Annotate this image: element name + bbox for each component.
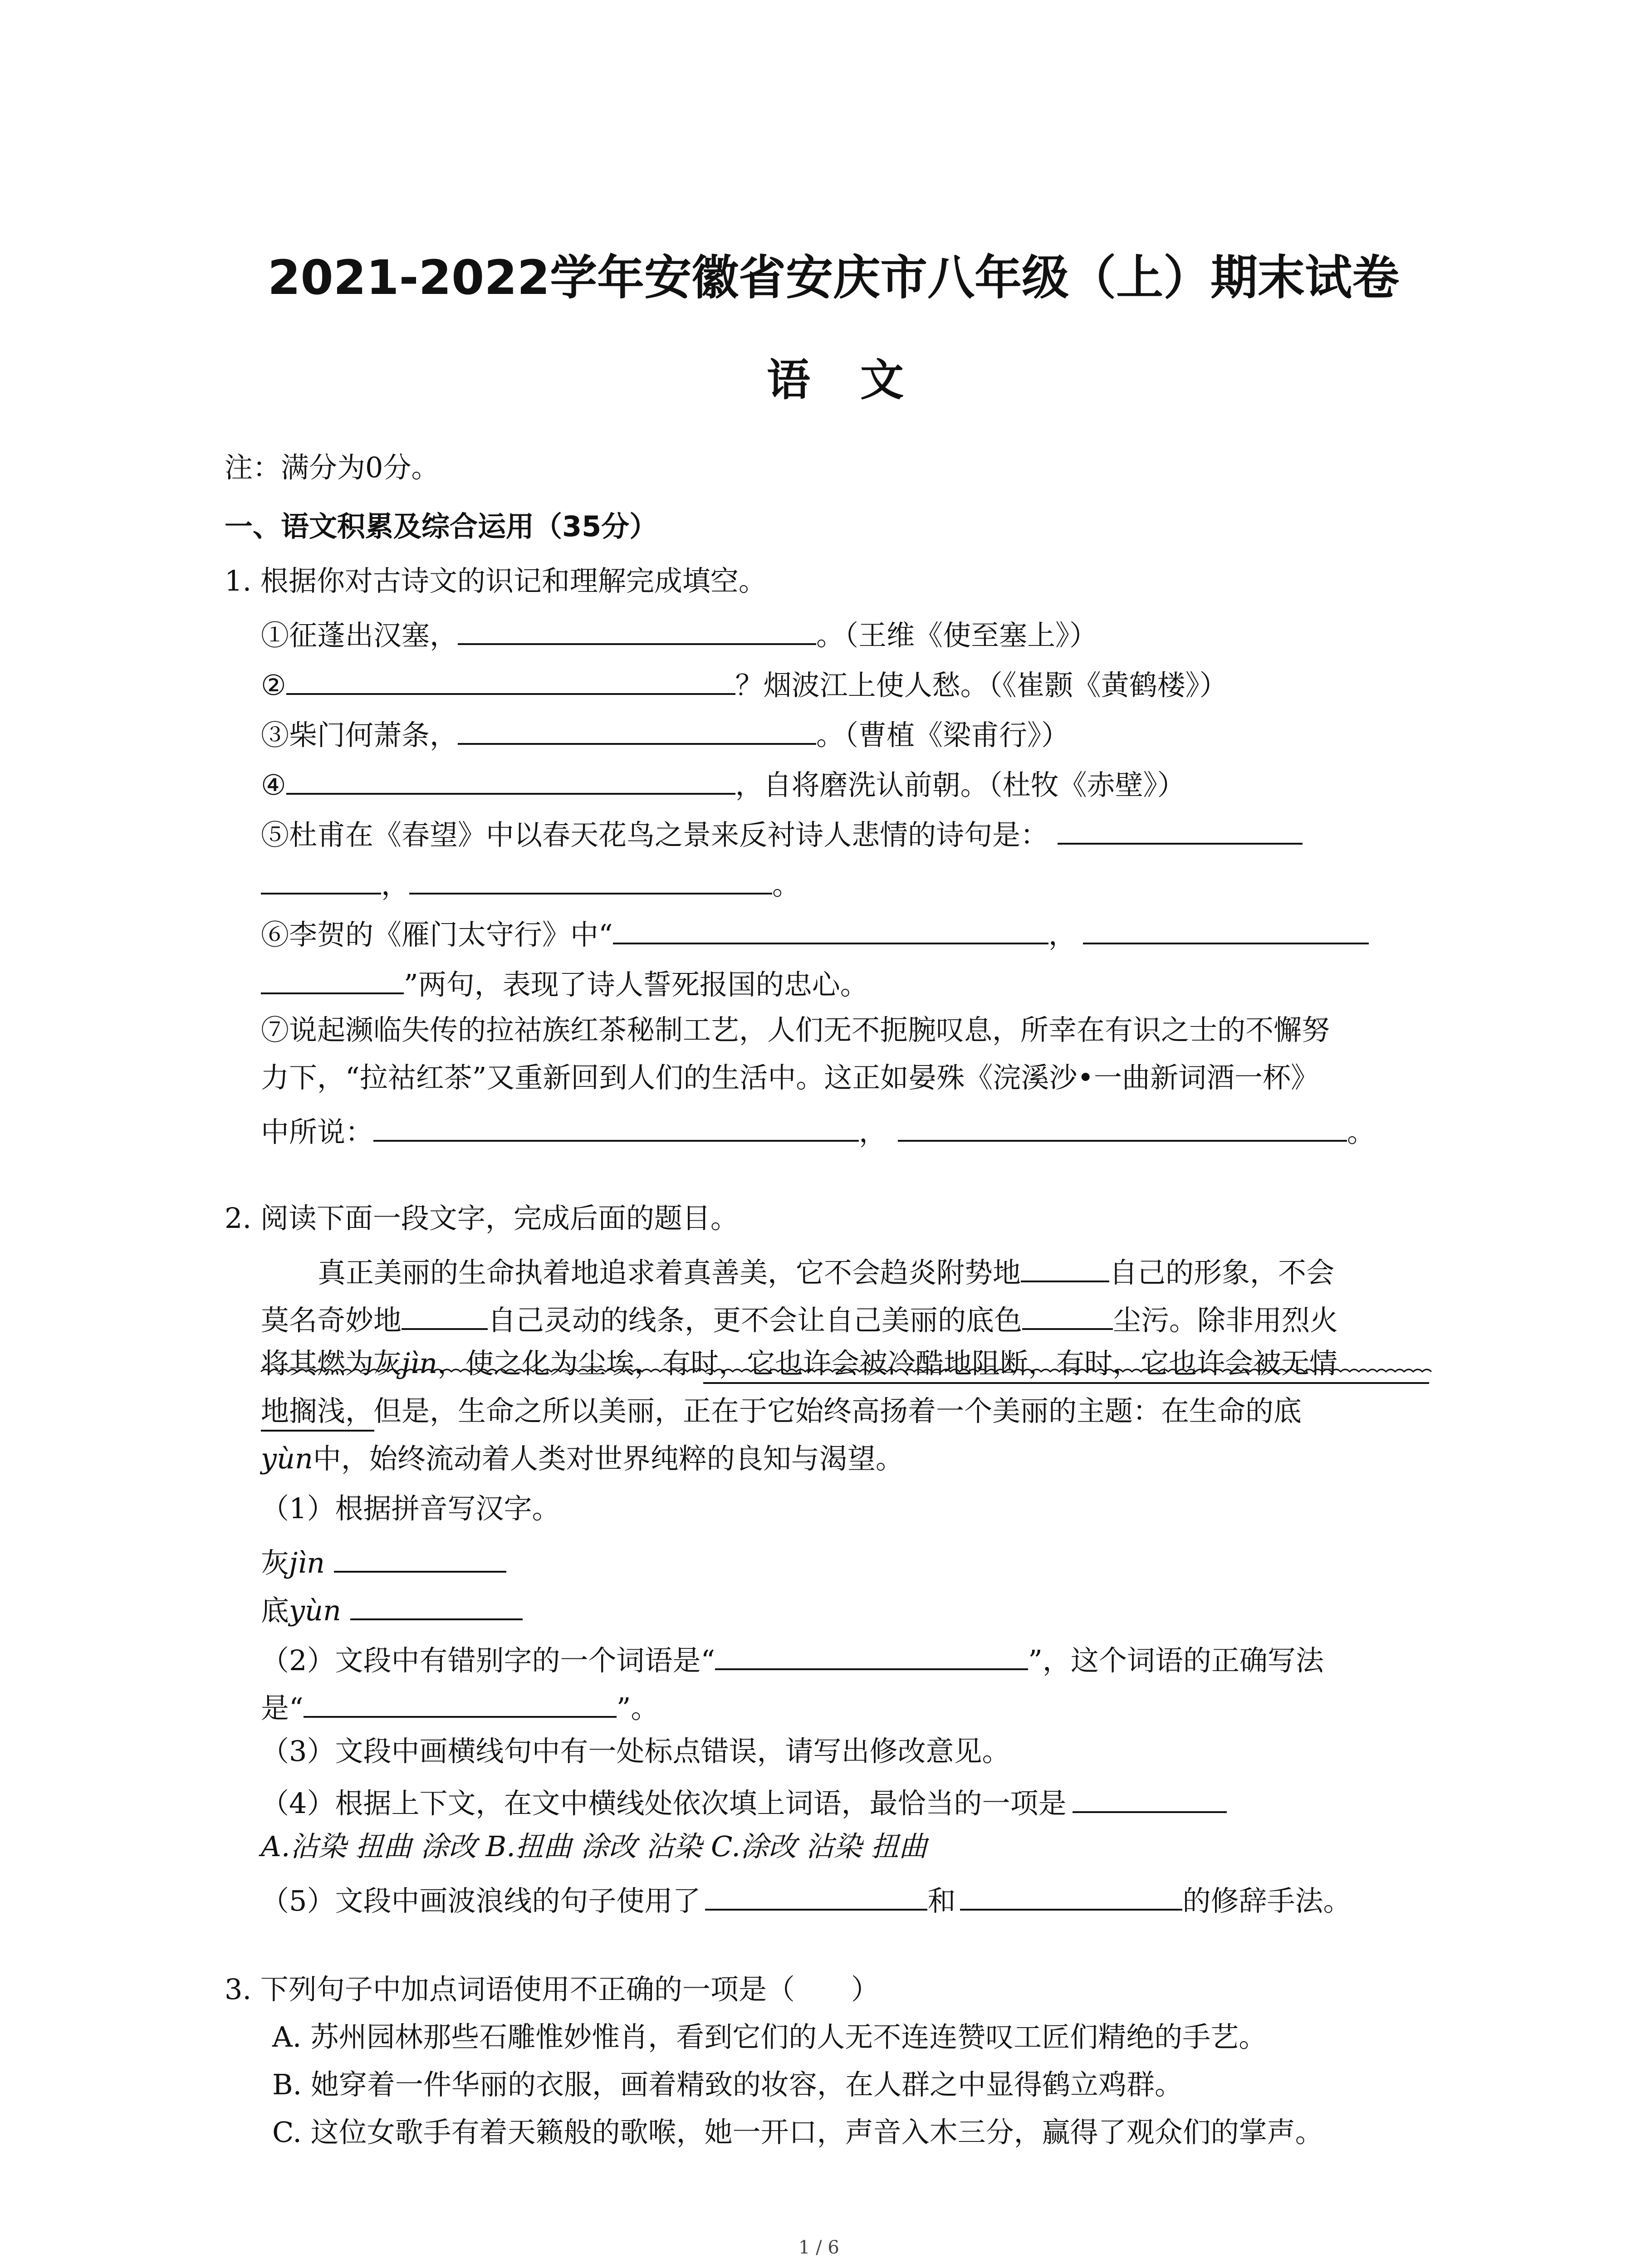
- q2-sub-4-options: A.沾染 扭曲 涂改 B.扭曲 涂改 沾染 C.涂改 沾染 扭曲: [261, 1830, 927, 1863]
- q2-sub-5-text: 的修辞手法。: [1182, 1884, 1352, 1917]
- q3-option-a[interactable]: A. 苏州园林那些石雕惟妙惟肖，看到它们的人无不连连赞叹工匠们精绝的手艺。: [272, 2020, 1267, 2053]
- q2-sub-4: [261, 1785, 1227, 1818]
- q1-item-3: [261, 717, 1070, 752]
- q1-item-7-line3: [261, 1114, 1376, 1149]
- q1-item-3-text: ③柴门何萧条，: [261, 719, 458, 752]
- q3-option-c[interactable]: C. 这位女歌手有着天籁般的歌喉，她一开口，声音入木三分，赢得了观众们的掌声。: [272, 2116, 1323, 2149]
- q1-item-1-source: 。（王维《使至塞上》）: [816, 619, 1098, 652]
- passage-text: 尘污。除非用烈火: [1113, 1304, 1338, 1337]
- answer-blank[interactable]: [613, 916, 1048, 944]
- passage-text: 但是，生命之所以美丽，正在于它始终高扬着一个美丽的主题：在生命的底: [373, 1394, 1302, 1427]
- wavy-underline-path: [261, 1369, 1431, 1372]
- q2-sub-5-text: （5）文段中画波浪线的句子使用了: [261, 1884, 701, 1917]
- q1-item-2: [261, 667, 1228, 702]
- answer-blank[interactable]: [286, 667, 735, 695]
- sentence-underline: [703, 1382, 1429, 1384]
- answer-blank[interactable]: [373, 1114, 859, 1142]
- sentence-underline: [261, 1430, 374, 1432]
- section-heading: 一、语文积累及综合运用（35分）: [225, 510, 658, 543]
- q3-option-b[interactable]: B. 她穿着一件华丽的衣服，画着精致的妆容，在人群之中显得鹤立鸡群。: [272, 2068, 1183, 2101]
- exam-title: 2021-2022学年安徽省安庆市八年级（上）期末试卷: [268, 250, 1400, 305]
- q2-sub-2-text: 是“: [261, 1691, 304, 1725]
- passage-text: 自己灵动的线条，更不会让自己美丽的底色: [488, 1304, 1023, 1337]
- q1-item-6-line1: [261, 916, 1369, 949]
- answer-blank[interactable]: [458, 617, 816, 645]
- pinyin-jin: jìn: [289, 1546, 325, 1579]
- q1-item-2-text: ②: [261, 669, 286, 702]
- answer-blank[interactable]: [261, 866, 381, 894]
- question-2-stem: 2. 阅读下面一段文字，完成后面的题目。: [225, 1202, 739, 1235]
- q1-item-4-source: ，自将磨洗认前朝。（杜牧《赤壁》）: [735, 768, 1185, 802]
- question-3-stem: 3. 下列句子中加点词语使用不正确的一项是（ ）: [225, 1973, 879, 2006]
- answer-blank[interactable]: [705, 1882, 927, 1911]
- answer-blank[interactable]: [261, 966, 404, 994]
- q1-item-4: [261, 767, 1185, 802]
- underlined-sentence: 有时，它也许会被冷酷地阻断，有时，它也许会被无情: [662, 1347, 1338, 1380]
- char-di: 底: [261, 1594, 289, 1627]
- answer-blank[interactable]: [1058, 816, 1303, 845]
- pinyin-yun: yùn: [289, 1594, 341, 1627]
- answer-blank[interactable]: [304, 1690, 617, 1718]
- q1-item-5-text: ⑤杜甫在《春望》中以春天花鸟之景来反衬诗人悲情的诗句是：: [261, 818, 1049, 851]
- q1-item-3-source: 。（曹植《梁甫行》）: [816, 719, 1070, 752]
- period: 。: [772, 868, 801, 901]
- q1-item-1: [261, 617, 1097, 650]
- q1-item-5-line2: [261, 866, 800, 899]
- subject-title: 语文: [767, 355, 954, 406]
- q2-sub-2-line2: [261, 1690, 659, 1725]
- passage-line-1: [318, 1254, 1334, 1287]
- q2-sub-3: （3）文段中画横线句中有一处标点错误，请写出修改意见。: [261, 1735, 1010, 1768]
- q1-item-5-line1: [261, 816, 1303, 849]
- q1-item-7-line2: 力下，“拉祜红茶”又重新回到人们的生活中。这正如晏殊《浣溪沙•一曲新词酒一杯》: [261, 1061, 1319, 1094]
- q2-sub-2-text: （2）文段中有错别字的一个词语是“: [261, 1644, 715, 1677]
- pinyin-yun: yùn: [261, 1442, 313, 1475]
- answer-blank[interactable]: [334, 1545, 506, 1573]
- answer-blank[interactable]: [409, 866, 772, 894]
- pinyin-jin: jìn: [402, 1347, 437, 1380]
- passage-line-4: [261, 1394, 1302, 1427]
- q2-sub-5-text: 和: [927, 1884, 956, 1917]
- q2-sub-1-b: [261, 1592, 523, 1625]
- answer-blank[interactable]: [286, 767, 735, 795]
- q2-sub-1: （1）根据拼音写汉字。: [261, 1492, 560, 1525]
- page-number: 1 / 6: [798, 2237, 839, 2258]
- passage-text: 将其燃为灰: [261, 1347, 402, 1380]
- answer-blank[interactable]: [715, 1642, 1028, 1670]
- q2-sub-4-text: （4）根据上下文，在文中横线处依次填上词语，最恰当的一项是: [261, 1787, 1067, 1820]
- answer-blank[interactable]: [1021, 1254, 1109, 1282]
- q1-item-7-text: 中所说：: [261, 1115, 374, 1149]
- answer-blank[interactable]: [960, 1882, 1182, 1911]
- q2-sub-2-text: ”。: [616, 1691, 659, 1725]
- passage-text: ，使之化为尘埃，: [437, 1347, 663, 1380]
- passage-line-2: [261, 1302, 1338, 1337]
- answer-blank[interactable]: [1083, 916, 1369, 944]
- q2-sub-5: [261, 1882, 1351, 1915]
- passage-text: 真正美丽的生命执着地追求着真善美，它不会趋炎附势地: [318, 1256, 1021, 1289]
- q1-item-6-text: ⑥李贺的《雁门太守行》中“: [261, 918, 613, 951]
- q2-sub-1-a: [261, 1545, 506, 1577]
- answer-blank[interactable]: [402, 1302, 488, 1330]
- comma: ，: [381, 868, 410, 901]
- wavy-underline: [261, 1367, 1427, 1381]
- char-hui: 灰: [261, 1546, 289, 1579]
- passage-text: 中，始终流动着人类对世界纯粹的良知与渴望。: [313, 1442, 904, 1475]
- answer-blank[interactable]: [350, 1592, 523, 1620]
- q1-item-6-line2: [261, 966, 868, 999]
- answer-blank[interactable]: [1022, 1302, 1113, 1330]
- q1-item-2-source: ？烟波江上使人愁。（《崔颢《黄鹤楼》）: [735, 669, 1228, 702]
- answer-blank[interactable]: [1073, 1785, 1227, 1813]
- q1-item-6-tail: ”两句，表现了诗人誓死报国的忠心。: [404, 968, 868, 1001]
- q1-item-4-text: ④: [261, 768, 286, 802]
- period: 。: [1347, 1115, 1376, 1149]
- answer-blank[interactable]: [898, 1114, 1347, 1142]
- q2-sub-2-line1: [261, 1642, 1324, 1675]
- question-1-stem: 1. 根据你对古诗文的识记和理解完成填空。: [225, 564, 767, 597]
- passage-line-5: [261, 1442, 904, 1475]
- comma: ，: [1048, 918, 1077, 951]
- underlined-sentence: 地搁浅，: [261, 1394, 374, 1427]
- passage-text: 莫名奇妙地: [261, 1304, 402, 1337]
- q1-item-1-text: ①征蓬出汉塞，: [261, 619, 458, 652]
- q2-sub-2-text: ”，这个词语的正确写法: [1028, 1644, 1324, 1677]
- score-note: 注：满分为0分。: [225, 451, 440, 484]
- answer-blank[interactable]: [458, 717, 816, 745]
- q1-item-7-line1: ⑦说起濒临失传的拉祜族红茶秘制工艺，人们无不扼腕叹息，所幸在有识之士的不懈努: [261, 1013, 1330, 1046]
- passage-text: 自己的形象，不会: [1109, 1256, 1335, 1289]
- comma: ，: [859, 1115, 887, 1149]
